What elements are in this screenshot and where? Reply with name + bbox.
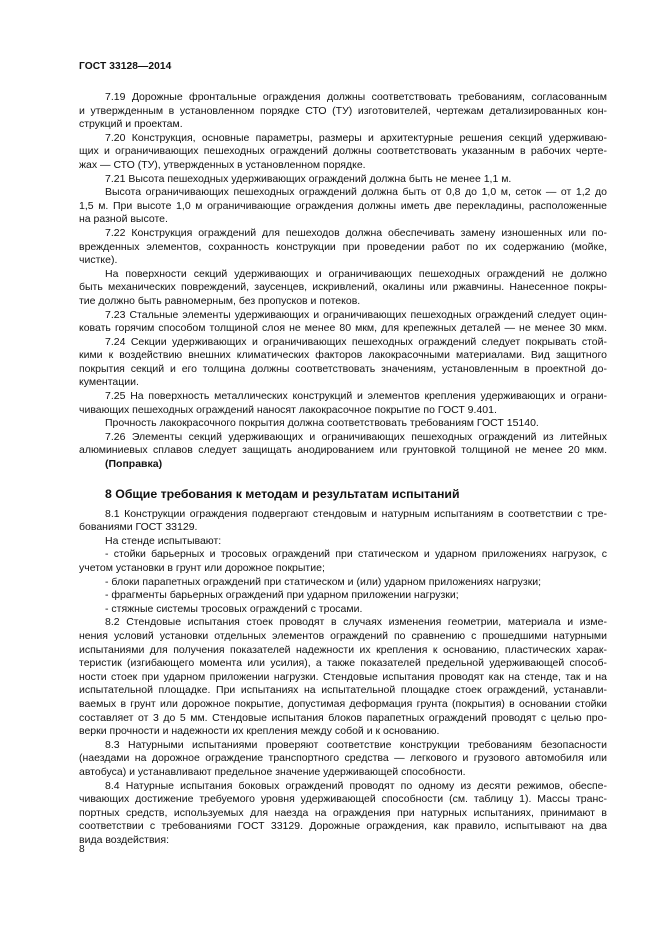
amendment-note: (Поправка) xyxy=(105,458,163,471)
text-line: ковать горячим способом толщиной слоя не менее 80 мкм, для крепежных деталей — не менее 30 мкм. xyxy=(79,322,607,335)
document-header: ГОСТ 33128—2014 xyxy=(79,61,172,72)
text-line: - стяжные системы тросовых ограждений с тросами. xyxy=(105,602,363,615)
section-8-text xyxy=(79,508,607,848)
text-line: кими к воздействию внешних климатических факторов лакокрасочными материалами. Вид защитного xyxy=(79,349,607,362)
text-line: 7.23 Стальные элементы удерживающих и ограничивающих пешеходных ограждений следует оцин- xyxy=(105,308,607,321)
text-line: 7.25 На поверхность металлических конструкций и элементов крепления удерживающих и ограни- xyxy=(105,390,607,403)
text-line: врежденных элементов, сохранность конструкции при проведении работ по их содержанию (мойке, xyxy=(79,240,607,253)
text-line: щих и ограничивающих пешеходных ограждений должны соответствовать указанным в рабочих черте- xyxy=(79,145,607,158)
text-line: 8.4 Натурные испытания боковых ограждений проводят по одному из десяти режимов, обеспе- xyxy=(105,779,607,792)
text-line: покрытия секций и его толщина должны соответствовать значениям, установленным в проектной до- xyxy=(79,362,607,375)
text-line: - стойки барьерных и тросовых ограждений при статическом и ударном приложениях нагрузок, с xyxy=(105,548,607,561)
section-8-heading: 8 Общие требования к методам и результатам испытаний xyxy=(105,486,460,501)
text-line: 7.26 Элементы секций удерживающих и ограничивающих пешеходных ограждений из литейных xyxy=(105,430,607,443)
text-line: 8.1 Конструкции ограждения подвергают стендовым и натурным испытаниям в соответствии с тре- xyxy=(105,507,607,520)
text-line: кументации. xyxy=(79,376,139,389)
text-line: бованиями ГОСТ 33129. xyxy=(79,521,198,534)
text-line: ваемых в грунт или дорожное покрытие, допустимая деформация грунта (покрытия) в основании стойки xyxy=(79,697,607,710)
text-line: струкций и проектам. xyxy=(79,118,183,131)
text-line: составляет от 3 до 5 мм. Стендовые испытания блоков парапетных ограждений проводят с целью про- xyxy=(79,711,607,724)
text-line: вида воздействия: xyxy=(79,833,170,846)
text-line: чивающих пешеходных ограждений наносят лакокрасочное покрытие по ГОСТ 9.401. xyxy=(79,403,497,416)
document-body xyxy=(79,91,607,847)
text-line: На стенде испытывают: xyxy=(105,534,222,547)
text-line: 8.2 Стендовые испытания стоек проводят в случаях изменения геометрии, материала и изме- xyxy=(105,616,607,629)
text-line: 7.24 Секции удерживающих и ограничивающих пешеходных ограждений следует покрывать стой- xyxy=(105,335,607,348)
text-line: автобуса) и устанавливают предельное значение удерживающей способности. xyxy=(79,765,466,778)
text-line: учетом установки в грунт или дорожное покрытие; xyxy=(79,562,325,574)
text-line: 7.20 Конструкция, основные параметры, размеры и архитектурные решения секций удерживаю- xyxy=(105,131,607,144)
text-line: быть механических повреждений, заусенцев, искривлений, окалины или ржавчины. Нанесенное покры- xyxy=(79,281,607,294)
text-line: 7.19 Дорожные фронтальные ограждения должны соответствовать требованиям, согласованным xyxy=(105,91,607,103)
text-line: На поверхности секций удерживающих и ограничивающих пешеходных ограждений не должно xyxy=(105,267,607,280)
text-line: 1,5 м. При высоте 1,0 м ограничивающие ограждения должны иметь две перекладины, расположенные xyxy=(79,199,607,212)
text-line: 7.22 Конструкция ограждений для пешеходов должна обеспечивать замену изношенных или по- xyxy=(105,226,607,239)
text-line: 8.3 Натурными испытаниями проверяют соответствие конструкции требованиям безопасности xyxy=(105,738,607,751)
text-line: соответствии с требованиями ГОСТ 33129. Дорожные ограждения, как правило, испытывают на два xyxy=(79,820,607,833)
text-line: тие должно быть равномерным, без пропусков и потеков. xyxy=(79,294,361,307)
text-line: жах — СТО (ТУ), утвержденных в установленном порядке. xyxy=(79,158,366,171)
text-line: Высота ограничивающих пешеходных ограждений должна быть от 0,8 до 1,0 м, сеток — от 1,2 до xyxy=(105,186,607,199)
text-line: испытаниями для получения показателей надежности их крепления к основанию, пластических харак- xyxy=(79,643,607,656)
text-line: на разной высоте. xyxy=(79,213,168,226)
page-number: 8 xyxy=(79,844,85,855)
section-7-text xyxy=(79,91,607,458)
text-line: верки прочности и надежности их крепления между собой и к основанию. xyxy=(79,725,440,738)
text-line: - блоки парапетных ограждений при статическом и (или) ударном приложениях нагрузки; xyxy=(105,575,542,588)
text-line: и утвержденным в установленном порядке СТО (ТУ) изготовителей, чертежам детализированных кон- xyxy=(79,104,607,117)
text-line: теристик (изгибающего момента или усилия), а также показателей предельной удерживающей способ- xyxy=(79,657,607,670)
text-line: чистке). xyxy=(79,254,118,267)
text-line: алюминиевых сплавов следует защищать анодированием или грунтовкой толщиной не менее 20 мкм. xyxy=(79,444,607,457)
text-line: портных средств, используемых для наезда на ограждения при натурных испытаниях, принимают в xyxy=(79,806,607,819)
text-line: Прочность лакокрасочного покрытия должна соответствовать требованиям ГОСТ 15140. xyxy=(105,417,539,430)
text-line: чивающих достижение требуемого уровня удерживающей способности (см. таблицу 1). Массы транс- xyxy=(79,793,607,806)
text-line: 7.21 Высота пешеходных удерживающих ограждений должна быть не менее 1,1 м. xyxy=(105,172,512,185)
text-line: - фрагменты барьерных ограждений при ударном приложении нагрузки; xyxy=(105,589,459,602)
text-line: ности стоек при ударном приложении нагрузки. Стендовые испытания проводят как на стенде, так и на xyxy=(79,670,607,683)
text-line: (наездами на дорожное ограждение транспортного средства — легкового и грузового автомобиля или xyxy=(79,752,607,765)
text-line: нения условий установки отдельных элементов ограждений по сравнению с прошедшими натурными xyxy=(79,629,607,642)
text-line: испытательной площадке. При испытаниях на испытательной площадке стоек ограждений, устанавли- xyxy=(79,684,607,697)
